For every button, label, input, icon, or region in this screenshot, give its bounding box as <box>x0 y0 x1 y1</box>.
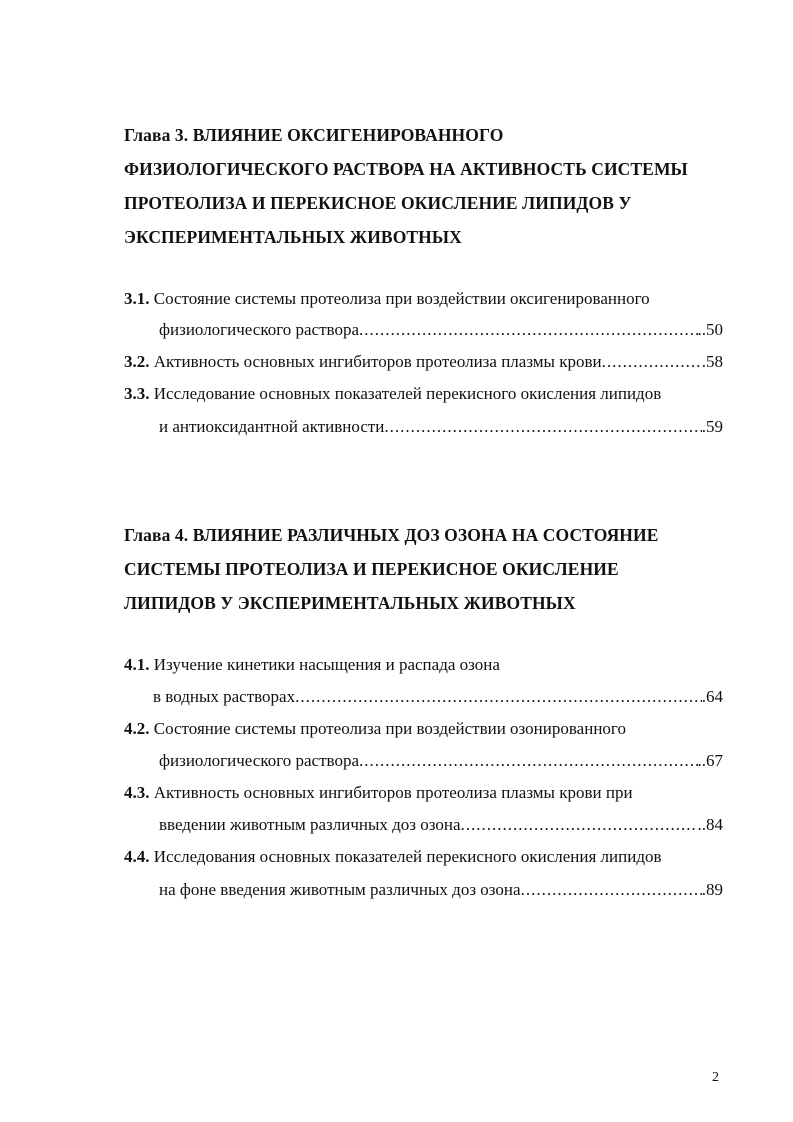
dot-leader <box>295 681 702 712</box>
dot-leader <box>359 745 698 776</box>
page-reference: .58 <box>701 352 723 371</box>
section-number: 4.4. <box>124 847 150 866</box>
toc-entry-3-1-leader <box>159 314 723 345</box>
chapter-3-prefix: Глава 3. <box>124 125 189 145</box>
chapter-3-title-line-4: ЭКСПЕРИМЕНТАЛЬНЫХ ЖИВОТНЫХ <box>124 227 462 247</box>
page-reference: ..67 <box>697 751 723 770</box>
toc-entry-3-1 <box>124 283 650 314</box>
dot-leader <box>521 874 702 905</box>
toc-entry-3-3 <box>124 378 661 409</box>
section-line <box>124 346 602 377</box>
section-title-line-1: Состояние системы протеолиза при воздействии оксигенированного <box>153 289 650 308</box>
toc-entry-3-2 <box>124 346 723 377</box>
toc-entry-4-1 <box>124 649 500 680</box>
section-number: 3.3. <box>124 384 150 403</box>
section-title-line-1: Активность основных ингибиторов протеолиза плазмы крови при <box>153 783 633 802</box>
toc-entry-4-2 <box>124 713 626 744</box>
toc-entry-4-1-leader <box>153 681 723 712</box>
toc-entry-3-3-leader <box>159 411 723 442</box>
chapter-4-prefix: Глава 4. <box>124 525 189 545</box>
chapter-4-title-line-1 <box>124 518 734 552</box>
chapter-4-heading <box>124 518 734 620</box>
section-number: 4.1. <box>124 655 150 674</box>
section-title-line-2: в водных растворах <box>153 687 296 706</box>
page-reference: .64 <box>701 687 723 706</box>
chapter-3-title-line-3: ПРОТЕОЛИЗА И ПЕРЕКИСНОЕ ОКИСЛЕНИЕ ЛИПИДОВ У <box>124 193 632 213</box>
section-title-line-2: на фоне введения животным различных доз озона <box>159 880 521 899</box>
section-title-line-2: физиологического раствора <box>159 751 359 770</box>
toc-entry-4-2-leader <box>159 745 723 776</box>
section-title-line-2: и антиоксидантной активности <box>159 417 385 436</box>
dot-leader <box>384 411 701 442</box>
chapter-3-heading <box>124 118 734 254</box>
chapter-3-title-line-1 <box>124 118 734 152</box>
chapter-4-title-line-3: ЛИПИДОВ У ЭКСПЕРИМЕНТАЛЬНЫХ ЖИВОТНЫХ <box>124 593 576 613</box>
section-title-line-1: Активность основных ингибиторов протеолиза плазмы крови <box>153 352 602 371</box>
section-title-line-2: введении животным различных доз озона <box>159 815 461 834</box>
section-title-line-1: Состояние системы протеолиза при воздействии озонированного <box>153 719 626 738</box>
page-reference: .89 <box>701 880 723 899</box>
chapter-4-title-line-2: СИСТЕМЫ ПРОТЕОЛИЗА И ПЕРЕКИСНОЕ ОКИСЛЕНИЕ <box>124 559 619 579</box>
section-number: 3.1. <box>124 289 150 308</box>
toc-entry-4-4-leader <box>159 874 723 905</box>
section-number: 4.3. <box>124 783 150 802</box>
dot-leader <box>461 809 698 840</box>
toc-entry-4-3 <box>124 777 633 808</box>
toc-entry-4-3-leader <box>159 809 723 840</box>
section-title-line-2: физиологического раствора <box>159 320 359 339</box>
section-title-line-1: Исследование основных показателей перекисного окисления липидов <box>153 384 662 403</box>
dot-leader <box>602 346 702 377</box>
chapter-3-title-text-1: ВЛИЯНИЕ ОКСИГЕНИРОВАННОГО <box>192 125 504 145</box>
section-number: 3.2. <box>124 352 150 371</box>
section-title-line-1: Исследования основных показателей перекисного окисления липидов <box>153 847 662 866</box>
chapter-4-title-text-1: ВЛИЯНИЕ РАЗЛИЧНЫХ ДОЗ ОЗОНА НА СОСТОЯНИЕ <box>192 525 659 545</box>
chapter-3-title-line-2: ФИЗИОЛОГИЧЕСКОГО РАСТВОРА НА АКТИВНОСТЬ СИСТЕМЫ <box>124 159 688 179</box>
toc-entry-4-4 <box>124 841 662 872</box>
page-reference: ..84 <box>697 815 723 834</box>
page-reference: .59 <box>701 417 723 436</box>
dot-leader <box>359 314 698 345</box>
section-number: 4.2. <box>124 719 150 738</box>
section-title-line-1: Изучение кинетики насыщения и распада озона <box>153 655 500 674</box>
page-reference: ..50 <box>697 320 723 339</box>
page-number: 2 <box>712 1070 719 1085</box>
